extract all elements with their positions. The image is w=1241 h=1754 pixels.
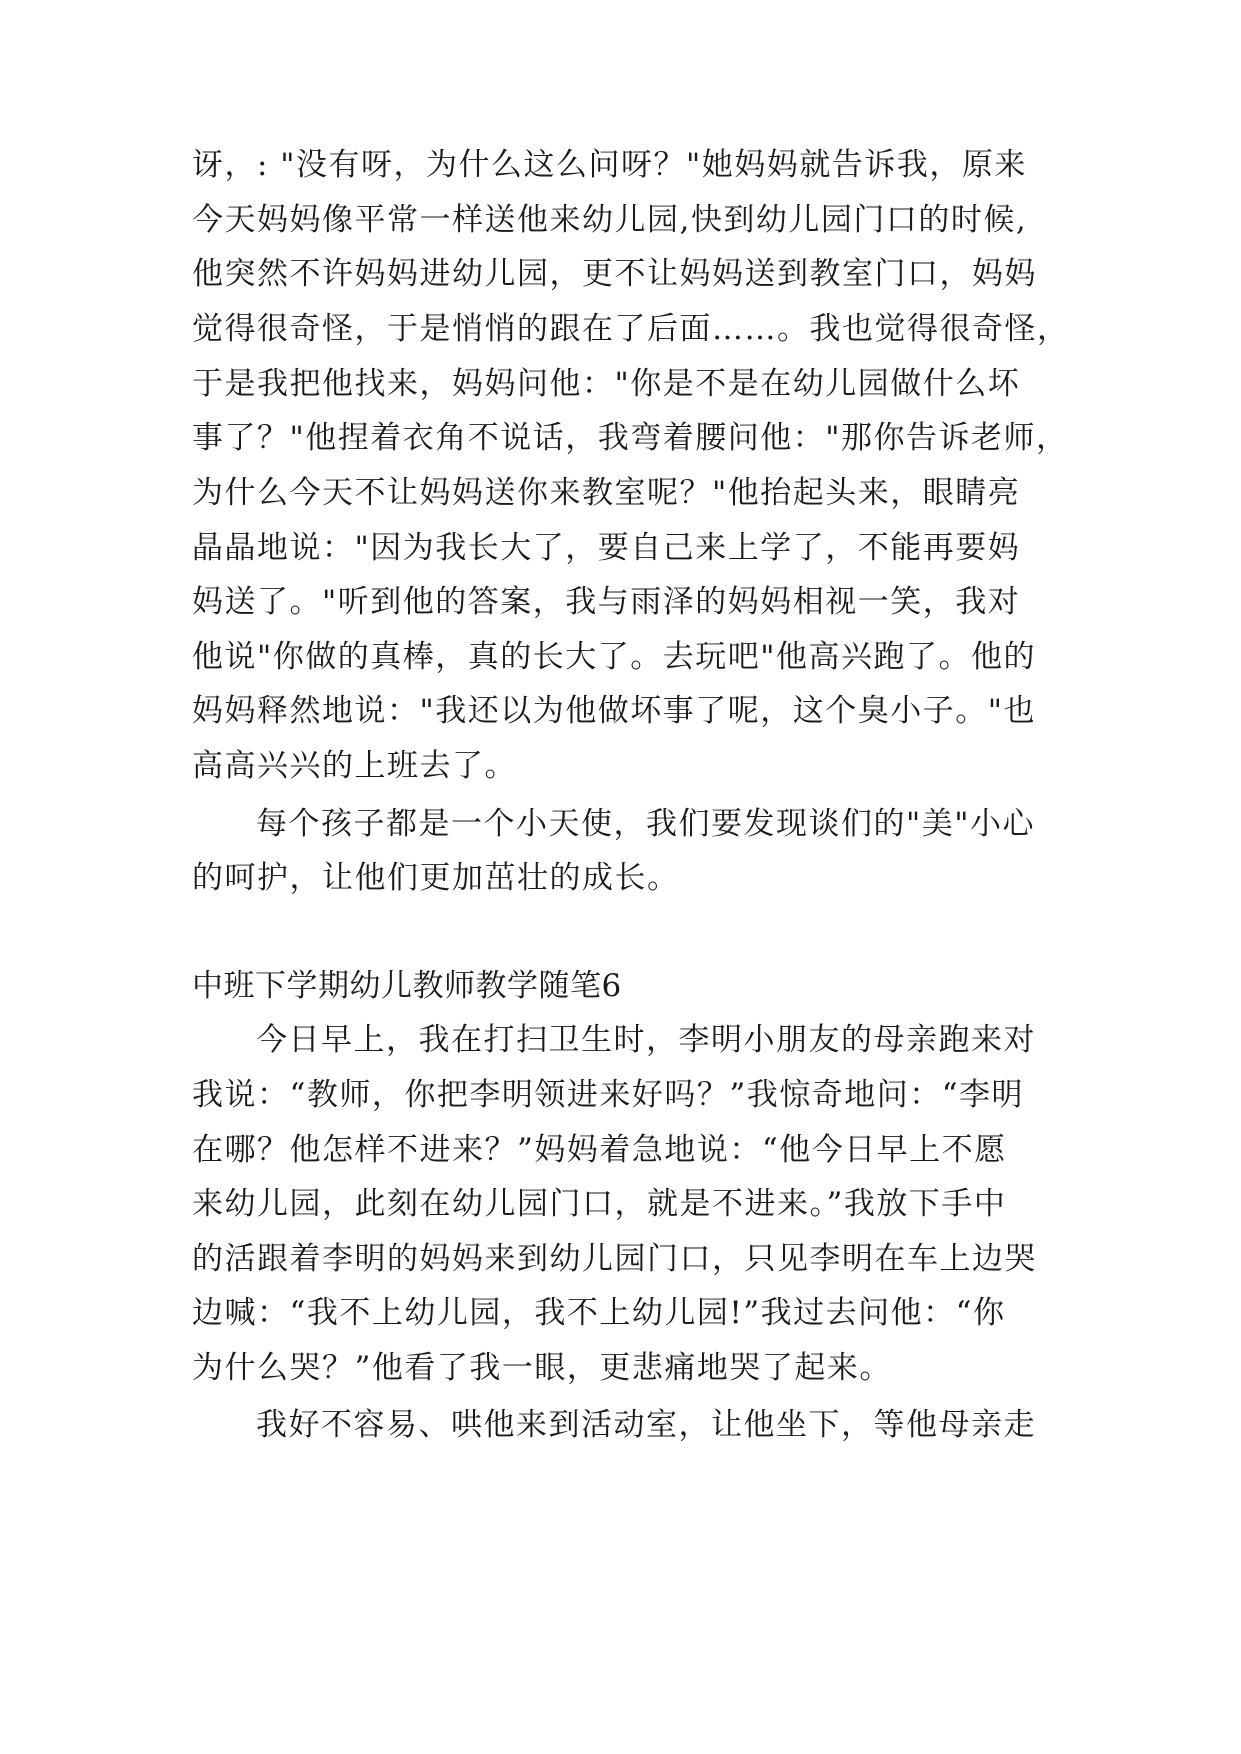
text-line: 高高兴兴的上班去了。 bbox=[192, 748, 517, 784]
text-line: 于是我把他找来，妈妈问他："你是不是在幼儿园做什么坏 bbox=[192, 366, 1021, 402]
text-line: 事了？"他捏着衣角不说话，我弯着腰问他："那你告诉老师， bbox=[192, 420, 1069, 456]
text-line: 为什么哭？”他看了我一眼，更悲痛地哭了起来。 bbox=[192, 1350, 892, 1386]
text-line: 我好不容易、哄他来到活动室，让他坐下，等他母亲走 bbox=[256, 1407, 1036, 1443]
text-line: 今日早上，我在打扫卫生时，李明小朋友的母亲跑来对 bbox=[256, 1022, 1036, 1058]
text-line: 妈送了。"听到他的答案，我与雨泽的妈妈相视一笑，我对 bbox=[192, 584, 1021, 620]
text-line: 妈妈释然地说："我还以为他做坏事了呢，这个臭小子。"也 bbox=[192, 693, 1037, 729]
text-line: 的呵护，让他们更加茁壮的成长。 bbox=[192, 860, 680, 896]
text-line: 他说"你做的真棒，真的长大了。去玩吧"他高兴跑了。他的 bbox=[192, 639, 1037, 675]
text-line: 觉得很奇怪，于是悄悄的跟在了后面……。我也觉得很奇怪， bbox=[192, 311, 1070, 347]
text-line: 边喊：“我不上幼儿园，我不上幼儿园!”我过去问他：“你 bbox=[192, 1295, 1006, 1331]
text-line: 今天妈妈像平常一样送他来幼儿园,快到幼儿园门口的时候, bbox=[192, 202, 1028, 238]
text-line: 在哪？他怎样不进来？”妈妈着急地说：“他今日早上不愿 bbox=[192, 1132, 1007, 1168]
text-line: 我说：“教师，你把李明领进来好吗？”我惊奇地问：“李明 bbox=[192, 1077, 1025, 1113]
text-line: 晶晶地说："因为我长大了，要自己来上学了，不能再要妈 bbox=[192, 530, 1021, 566]
text-line: 来幼儿园，此刻在幼儿园门口，就是不进来。”我放下手中 bbox=[192, 1186, 1007, 1222]
text-line: 每个孩子都是一个小天使，我们要发现谈们的"美"小心 bbox=[256, 806, 1036, 842]
section-title: 中班下学期幼儿教师教学随笔6 bbox=[192, 968, 622, 1004]
text-line: 的活跟着李明的妈妈来到幼儿园门口，只见李明在车上边哭 bbox=[192, 1241, 1037, 1277]
text-line: 他突然不许妈妈进幼儿园，更不让妈妈送到教室门口，妈妈 bbox=[192, 256, 1037, 292]
text-line: 讶，: "没有呀，为什么这么问呀？"她妈妈就告诉我，原来 bbox=[192, 147, 1027, 183]
text-line: 为什么今天不让妈妈送你来教室呢？"他抬起头来，眼睛亮 bbox=[192, 475, 1021, 511]
